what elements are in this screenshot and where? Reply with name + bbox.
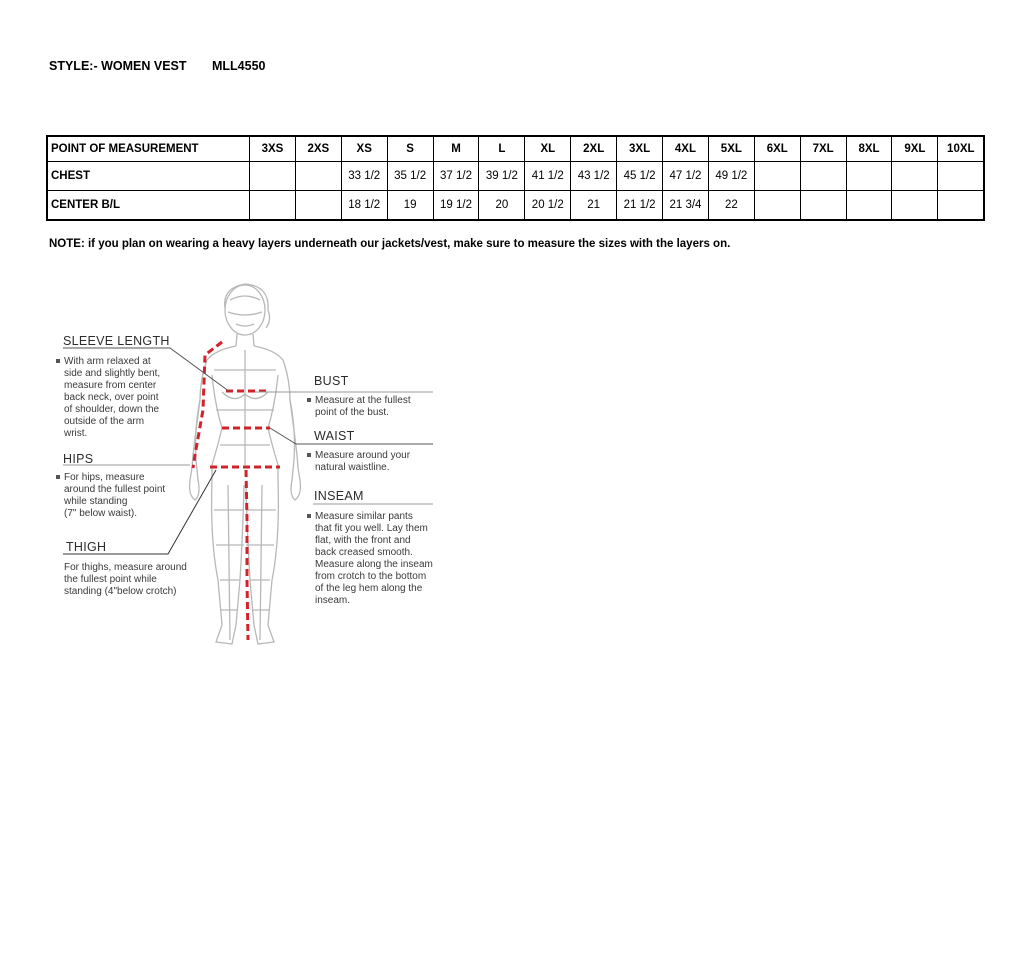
column-header-size: 7XL — [800, 136, 846, 162]
hips-description: For hips, measure around the fullest point while standing (7" below waist). — [56, 472, 165, 520]
table-cell: 21 3/4 — [663, 191, 709, 221]
row-label: CHEST — [47, 162, 250, 191]
table-cell: 21 1/2 — [617, 191, 663, 221]
inseam-title: INSEAM — [314, 489, 364, 503]
table-cell: 18 1/2 — [341, 191, 387, 221]
table-cell: 39 1/2 — [479, 162, 525, 191]
waist-description: Measure around your natural waistline. — [307, 450, 410, 474]
table-cell — [938, 191, 984, 221]
bullet-icon — [307, 398, 311, 402]
column-header-size: 2XL — [571, 136, 617, 162]
table-cell: 22 — [708, 191, 754, 221]
column-header-size: 2XS — [295, 136, 341, 162]
table-cell: 33 1/2 — [341, 162, 387, 191]
table-cell — [295, 162, 341, 191]
hips-title: HIPS — [63, 452, 94, 466]
measurement-guide — [0, 280, 460, 660]
style-label: STYLE:- WOMEN VEST — [49, 59, 187, 73]
size-chart-table — [46, 135, 985, 221]
waist-title: WAIST — [314, 429, 355, 443]
sleeve-length-annotation — [63, 334, 170, 348]
table-cell — [800, 162, 846, 191]
sleeve-length-title: SLEEVE LENGTH — [63, 334, 170, 348]
bullet-icon — [307, 514, 311, 518]
body-outline — [190, 284, 301, 644]
thigh-description: For thighs, measure around the fullest point while standing (4"below crotch) — [64, 562, 187, 597]
table-cell — [846, 191, 892, 221]
table-cell: 43 1/2 — [571, 162, 617, 191]
bullet-icon — [56, 359, 60, 363]
table-cell — [250, 191, 296, 221]
sleeve-length-line — [193, 342, 222, 468]
inseam-description: Measure similar pants that fit you well. Lay them flat, with the front and back creased smooth. Measure along the inseam from crotch to the bottom of the leg hem along the inseam. — [307, 511, 433, 607]
bullet-icon — [307, 453, 311, 457]
table-cell: 19 — [387, 191, 433, 221]
column-header-measurement: POINT OF MEASUREMENT — [47, 136, 250, 162]
sleeve-length-description: With arm relaxed at side and slightly bent, measure from center back neck, over point of shoulder, down the outside of the arm wrist. — [56, 356, 160, 440]
column-header-size: 6XL — [754, 136, 800, 162]
bust-title: BUST — [314, 374, 349, 388]
table-cell — [295, 191, 341, 221]
column-header-size: 5XL — [708, 136, 754, 162]
table-cell — [250, 162, 296, 191]
table-cell: 20 — [479, 191, 525, 221]
table-cell: 37 1/2 — [433, 162, 479, 191]
column-header-size: 3XL — [617, 136, 663, 162]
table-row-center-bl — [47, 191, 984, 221]
style-code: MLL4550 — [211, 59, 266, 73]
table-header-row — [47, 136, 984, 162]
table-cell — [846, 162, 892, 191]
bust-description: Measure at the fullest point of the bust. — [307, 395, 411, 419]
table-cell: 35 1/2 — [387, 162, 433, 191]
table-cell — [892, 162, 938, 191]
table-cell — [754, 162, 800, 191]
table-cell — [800, 191, 846, 221]
table-cell: 21 — [571, 191, 617, 221]
column-header-size: XL — [525, 136, 571, 162]
inseam-line — [246, 470, 248, 640]
table-cell — [754, 191, 800, 221]
column-header-size: 3XS — [250, 136, 296, 162]
column-header-size: 9XL — [892, 136, 938, 162]
column-header-size: 10XL — [938, 136, 984, 162]
column-header-size: 4XL — [663, 136, 709, 162]
bullet-icon — [56, 475, 60, 479]
style-header — [49, 59, 265, 73]
column-header-size: L — [479, 136, 525, 162]
thigh-title: THIGH — [66, 540, 107, 554]
row-label: CENTER B/L — [47, 191, 250, 221]
table-cell — [892, 191, 938, 221]
column-header-size: 8XL — [846, 136, 892, 162]
table-cell: 47 1/2 — [663, 162, 709, 191]
layering-note: NOTE: if you plan on wearing a heavy layers underneath our jackets/vest, make sure to measure the sizes with the layers on. — [49, 238, 731, 250]
table-cell: 49 1/2 — [708, 162, 754, 191]
table-row-chest — [47, 162, 984, 191]
table-cell: 19 1/2 — [433, 191, 479, 221]
column-header-size: S — [387, 136, 433, 162]
table-cell: 45 1/2 — [617, 162, 663, 191]
table-cell — [938, 162, 984, 191]
measurement-lines — [193, 342, 280, 640]
column-header-size: XS — [341, 136, 387, 162]
column-header-size: M — [433, 136, 479, 162]
table-cell: 41 1/2 — [525, 162, 571, 191]
table-cell: 20 1/2 — [525, 191, 571, 221]
